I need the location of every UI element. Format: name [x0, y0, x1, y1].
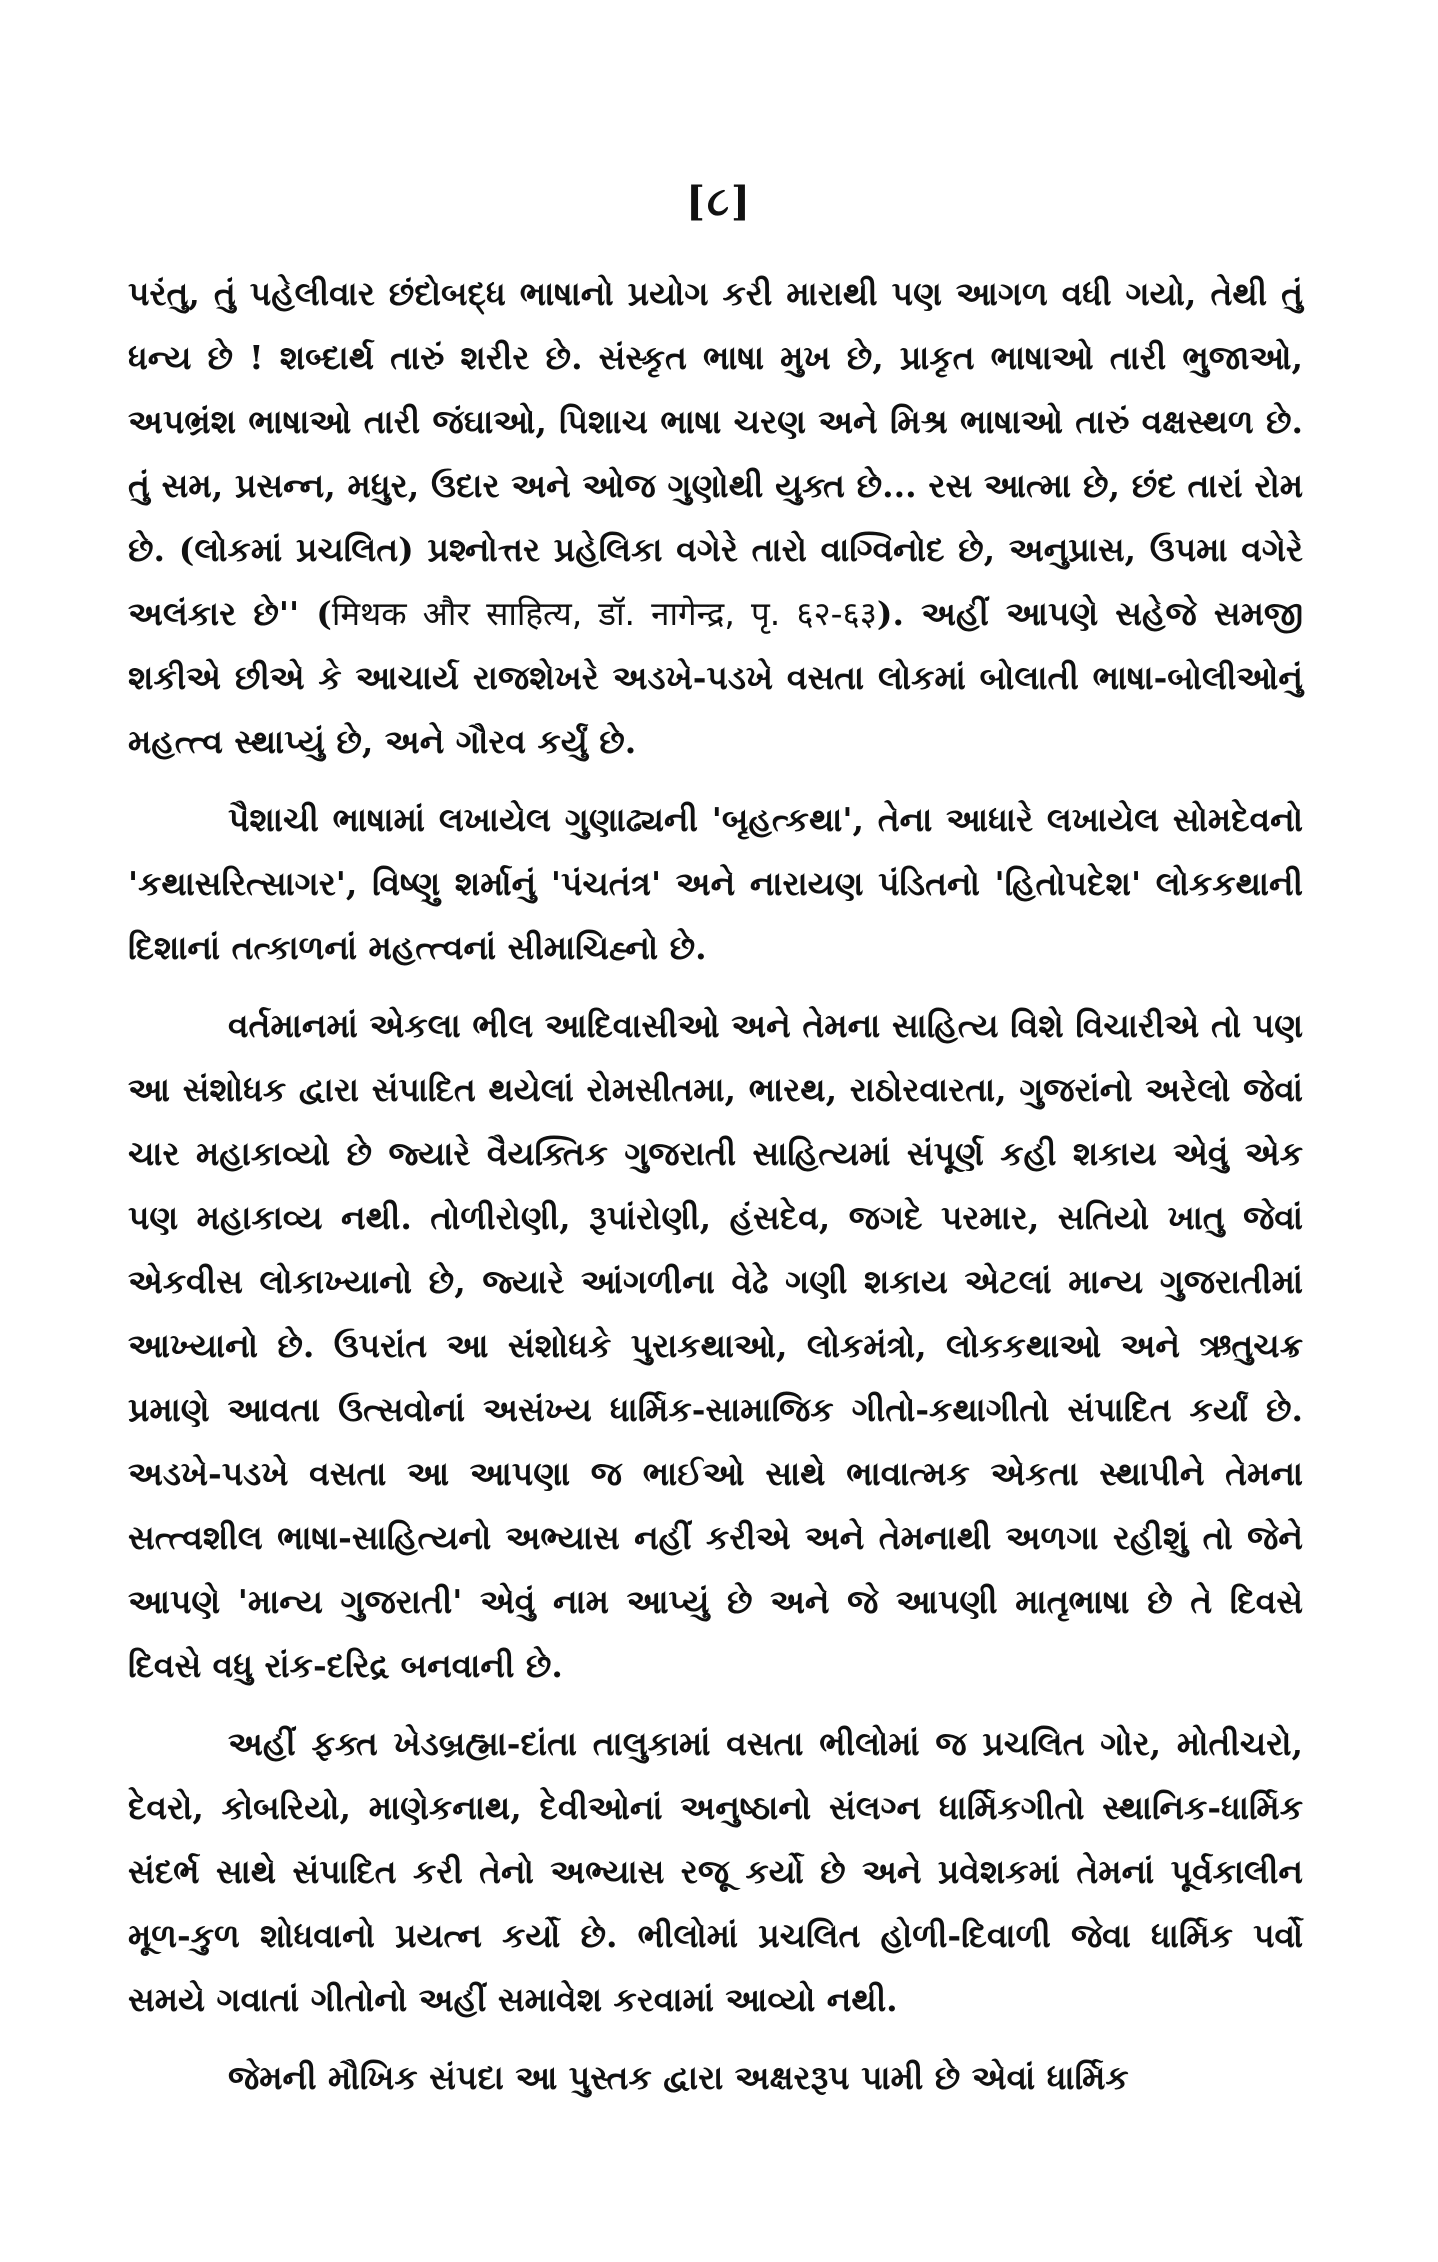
paragraph-3: વર્તમાનમાં એકલા ભીલ આદિવાસીઓ અને તેમના સાહિત્ય વિશે વિચારીએ તો પણ આ સંશોધક દ્વારા સંપાદિત થયેલાં રોમસીતમા, ભારથ, રાઠોરવારતા, ગુજરાંનો અરેલો જેવાં ચાર મહાકાવ્યો છે જ્યારે વૈયક્તિક ગુજરાતી સાહિત્યમાં સંપૂર્ણ કહી શકાય એવું એક પણ મહાકાવ્ય નથી. તોળીરોણી, રૂપાંરોણી, હંસદેવ, જગદે પરમાર, સતિયો ખાતુ જેવાં એકવીસ લોકાખ્યાનો છે, જ્યારે આંગળીના વેઢે ગણી શકાય એટલાં માન્ય ગુજરાતીમાં આખ્યાનો છે. ઉપરાંત આ સંશોધકે પુરાકથાઓ, લોકમંત્રો, લોકકથાઓ અને ઋતુચક્ર પ્રમાણે આવતા ઉત્સવોનાં અસંખ્ય ધાર્મિક-સામાજિક ગીતો-કથાગીતો સંપાદિત કર્યાં છે. અડખે-પડખે વસતા આ આપણા જ ભાઈઓ સાથે ભાવાત્મક એકતા સ્થાપીને તેમના સત્ત્વશીલ ભાષા-સાહિત્યનો અભ્યાસ નહીં કરીએ અને તેમનાથી અળગા રહીશું તો જેને આપણે 'માન્ય ગુજરાતી' એવું નામ આપ્યું છે અને જે આપણી માતૃભાષા છે તે દિવસે દિવસે વધુ રાંક-દરિદ્ર બનવાની છે.	[128, 1006, 1303, 1685]
paragraph-2: પૈશાચી ભાષામાં લખાયેલ ગુણાઢ્યની 'બૃહત્કથા', તેના આધારે લખાયેલ સોમદેવનો 'કથાસરિત્સાગર', વિષ્ણુ શર્માનું 'પંચતંત્ર' અને નારાયણ પંડિતનો 'હિતોપદેશ' લોકકથાની દિશાનાં તત્કાળનાં મહત્ત્વનાં સીમાચિહ્નો છે.	[128, 800, 1303, 967]
paragraph-4: અહીં ફક્ત ખેડબ્રહ્મા-દાંતા તાલુકામાં વસતા ભીલોમાં જ પ્રચલિત ગોર, મોતીચરો, દેવરો, કોબરિયો, માણેકનાથ, દેવીઓનાં અનુષ્ઠાનો સંલગ્ન ધાર્મિકગીતો સ્થાનિક-ધાર્મિક સંદર્ભ સાથે સંપાદિત કરી તેનો અભ્યાસ રજૂ કર્યો છે અને પ્રવેશકમાં તેમનાં પૂર્વકાલીન મૂળ-કુળ શોધવાનો પ્રયત્ન કર્યો છે. ભીલોમાં પ્રચલિત હોળી-દિવાળી જેવા ધાર્મિક પર્વો સમયે ગવાતાં ગીતોનો અહીં સમાવેશ કરવામાં આવ્યો નથી.	[128, 1724, 1303, 2019]
paragraph-1-text-a: પરંતુ, તું પહેલીવાર છંદોબદ્ધ ભાષાનો પ્રયોગ કરી મારાથી પણ આગળ વધી ગયો, તેથી તું ધન્ય છે ! શબ્દાર્થ તારું શરીર છે. સંસ્કૃત ભાષા મુખ છે, પ્રાકૃત ભાષાઓ તારી ભુજાઓ, અપભ્રંશ ભાષાઓ તારી જંઘાઓ, પિશાચ ભાષા ચરણ અને મિશ્ર ભાષાઓ તારું વક્ષસ્થળ છે. તું સમ, પ્રસન્ન, મધુર, ઉદાર અને ઓજ ગુણોથી યુક્ત છે... રસ આત્મા છે, છંદ તારાં રોમ છે. (લોકમાં પ્રચલિત) પ્રશ્નોત્તર પ્રહેલિકા વગેરે તારો વાગ્વિનોદ છે, અનુપ્રાસ, ઉપમા વગેરે અલંકાર છે'' (	[128, 274, 1303, 633]
body-text	[128, 262, 1303, 2110]
paragraph-1-text-b: ). અહીં આપણે સહેજે સમજી શકીએ છીએ કે આચાર્ય રાજશેખરે અડખે-પડખે વસતા લોકમાં બોલાતી ભાષા-બોલીઓનું મહત્ત્વ સ્થાપ્યું છે, અને ગૌરવ કર્યું છે.	[128, 594, 1304, 761]
page-number: [૮]	[686, 178, 752, 225]
paragraph-5: જેમની મૌખિક સંપદા આ પુસ્તક દ્વારા અક્ષરરૂપ પામી છે એવાં ધાર્મિક	[228, 2058, 1129, 2097]
paragraph-1	[128, 262, 1303, 774]
hindi-citation: मिथक और साहित्य, डॉ. नागेन्द्र, पृ. ६२-६३	[331, 594, 877, 633]
